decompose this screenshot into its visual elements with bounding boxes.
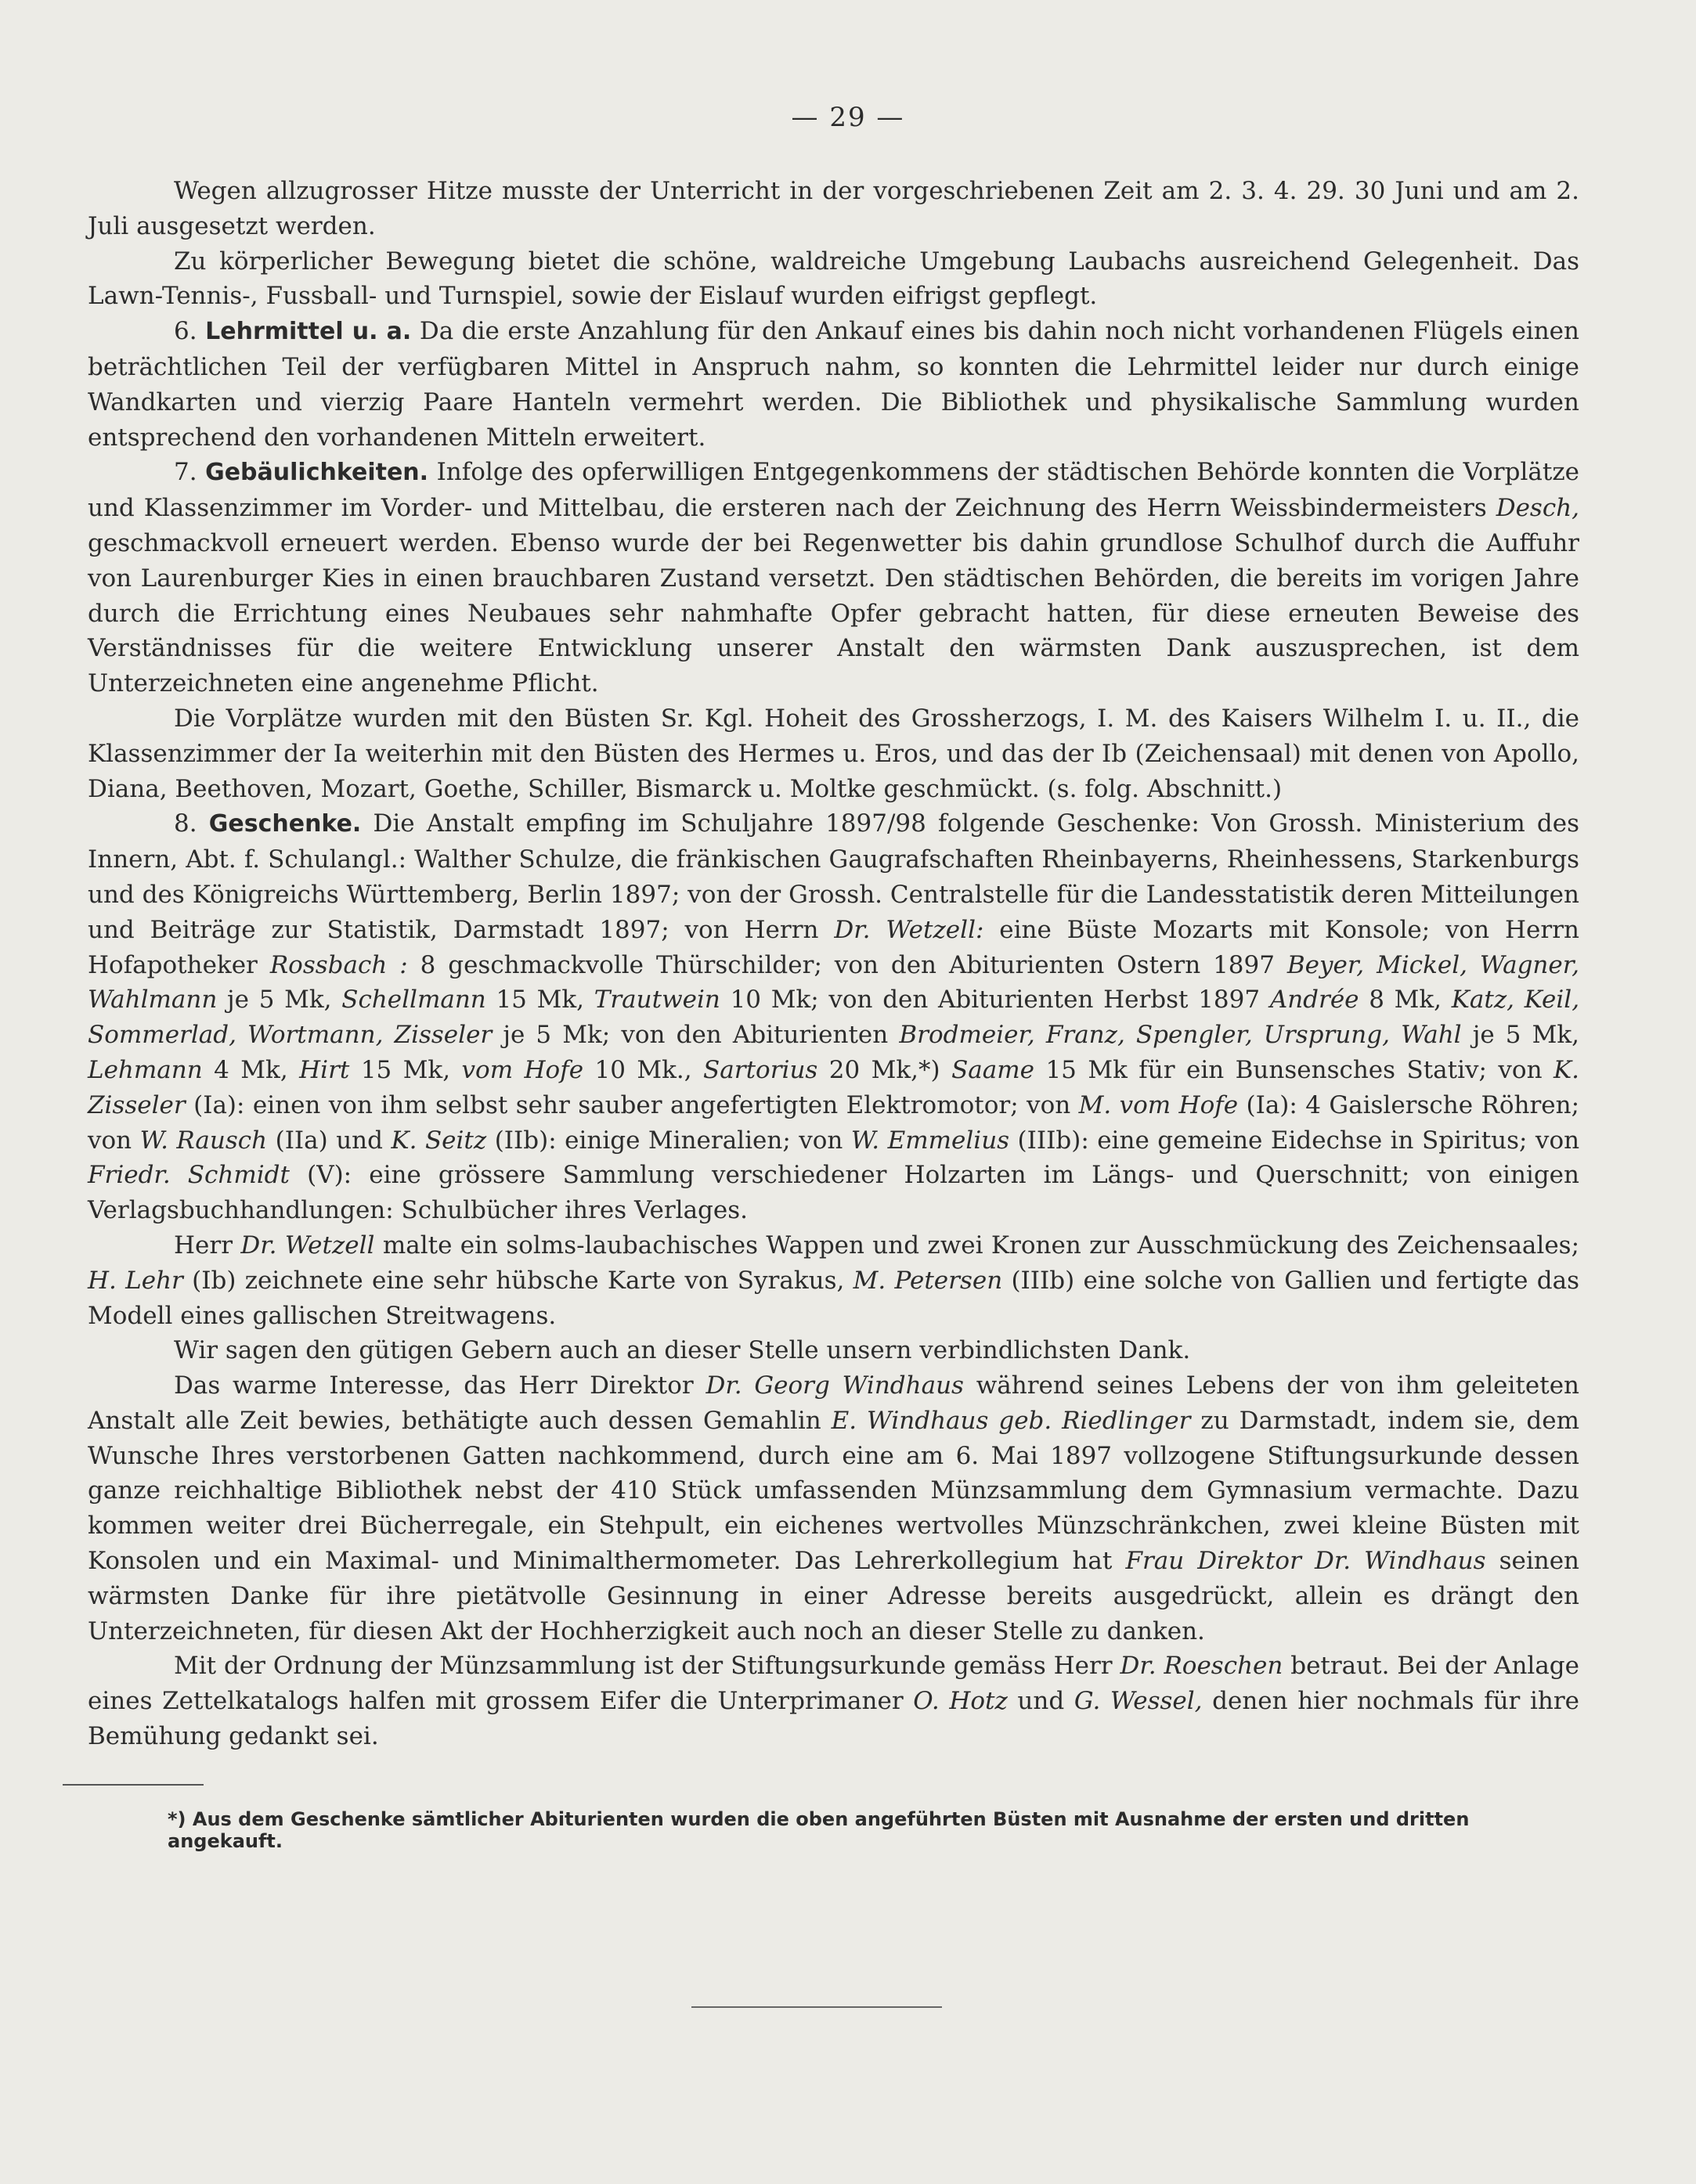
section-text: (V): eine grössere Sammlung verschiedener Holzarten im Längs- und Querschnitt; von einigen Verlagsbuchhandlungen: Schulbücher ihres Verlages.: [88, 1161, 1579, 1225]
person-name: Dr. Georg Windhaus: [705, 1371, 964, 1400]
paragraph-text: denen hier nochmals für ihre Bemühung gedankt sei.: [88, 1687, 1580, 1751]
section-text: (IIa) und: [275, 1126, 383, 1155]
paragraph-text: und: [1017, 1687, 1065, 1716]
person-name: Andrée: [1269, 986, 1359, 1015]
person-name: K. Seitz: [391, 1126, 487, 1155]
section-text: 10 Mk; von den Abiturienten Herbst 1897: [730, 986, 1261, 1015]
page-number: — 29 —: [791, 102, 905, 133]
section-text: (IIIb): eine gemeine Eidechse in Spiritus; von: [1017, 1126, 1580, 1155]
person-name: O. Hotz: [913, 1687, 1008, 1716]
section-text: geschmackvoll erneuert werden. Ebenso wurde der bei Regenwetter bis dahin grundlose Schulhof durch die Auffuhr von Laurenburger Kies in einen brauchbaren Zustand versetzt. Den städtischen Behörden, die bereits im vorigen Jahre durch die Errichtung eines Neubaues sehr nahmhafte Opfer gebracht hatten, für diese erneuten Beweise des Verständnisses für die weitere Entwicklung unserer Anstalt den wärmsten Dank auszusprechen, ist dem Unterzeichneten eine angenehme Pflicht.: [88, 528, 1579, 698]
paragraph-busten: Die Vorplätze wurden mit den Büsten Sr. Kgl. Hoheit des Grossherzogs, I. M. des Kaisers Wilhelm I. u. II., die Klassenzimmer der Ia weiterhin mit den Büsten des Hermes u. Eros, und das der Ib (Zeichensaal) mit denen von Apollo, Diana, Beethoven, Mozart, Goethe, Schiller, Bismarck u. Moltke geschmückt. (s. folg. Abschnitt.): [88, 704, 1579, 803]
person-name: Brodmeier, Franz, Spengler, Ursprung, Wahl: [899, 1021, 1462, 1050]
section-text: 4 Mk,: [214, 1055, 288, 1084]
person-name: G. Wessel,: [1074, 1687, 1203, 1716]
paragraph-text: während seines Lebens der von ihm geleiteten Anstalt alle Zeit bewies, bethätigte auch dessen Gemahlin: [88, 1371, 1580, 1435]
person-name: Saame: [951, 1055, 1035, 1084]
section-text: 8 Mk,: [1369, 986, 1442, 1015]
person-name: Friedr. Schmidt: [88, 1161, 290, 1190]
section-text: 15 Mk für ein Bunsensches Stativ; von: [1045, 1055, 1543, 1084]
person-name: Katz, Keil, Sommerlad, Wortmann, Zisseler: [88, 986, 1580, 1050]
section-text: eine Büste Mozarts mit Konsole; von Herrn Hofapotheker: [88, 915, 1579, 979]
person-name: Frau Direktor Dr. Windhaus: [1125, 1547, 1486, 1576]
section-number: 8.: [174, 809, 197, 838]
paragraph-text: malte ein solms-laubachisches Wappen und zwei Kronen zur Ausschmückung des Zeichensaales;: [382, 1231, 1580, 1260]
section-text: 10 Mk.,: [594, 1055, 692, 1084]
paragraph-dank: Wir sagen den gütigen Gebern auch an dieser Stelle unsern verbindlichsten Dank.: [174, 1336, 1191, 1365]
section-text: (Ia): einen von ihm selbst sehr sauber angefertigten Elektromotor; von: [193, 1090, 1071, 1119]
paragraph-sport: Zu körperlicher Bewegung bietet die schöne, waldreiche Umgebung Laubachs ausreichend Gelegenheit. Das Lawn-Tennis-, Fussball- und Turnspiel, sowie der Eislauf wurden eifrigst gepflegt.: [88, 247, 1579, 311]
person-name: H. Lehr: [88, 1266, 183, 1295]
paragraph-heat: Wegen allzugrosser Hitze musste der Unterricht in der vorgeschriebenen Zeit am 2. 3. 4. 29. 30 Juni und am 2. Juli ausgesetzt werden.: [88, 177, 1579, 240]
section-gebaeude: [88, 455, 1579, 701]
paragraph-windhaus: [88, 1368, 1579, 1649]
person-name: Rossbach :: [269, 950, 408, 979]
person-name: E. Windhaus geb. Riedlinger: [831, 1406, 1191, 1435]
section-text: Infolge des opferwilligen Entgegenkommens der städtischen Behörde konnten die Vorplätze und Klassenzimmer im Vorder- und Mittelbau, die ersteren nach der Zeichnung des Herrn Weissbindermeisters: [88, 458, 1579, 523]
person-name: Dr. Roeschen: [1120, 1652, 1283, 1681]
person-name: vom Hofe: [461, 1055, 584, 1084]
person-name: Dr. Wetzell:: [834, 915, 984, 944]
person-name: Sartorius: [703, 1055, 818, 1084]
section-heading: Geschenke.: [208, 810, 362, 838]
person-name: W. Emmelius: [850, 1126, 1010, 1155]
page-end-divider: [691, 2006, 942, 2008]
paragraph-text: Mit der Ordnung der Münzsammlung ist der Stiftungsurkunde gemäss Herr: [174, 1652, 1113, 1681]
person-name: W. Rausch: [139, 1126, 268, 1155]
section-heading: Lehrmittel u. a.: [205, 318, 412, 346]
paragraph-text: (Ib) zeichnete eine sehr hübsche Karte von Syrakus,: [192, 1266, 845, 1295]
section-text: 20 Mk,*): [828, 1055, 940, 1084]
paragraph-text: zu Darmstadt, indem sie, dem Wunsche Ihres verstorbenen Gatten nachkommend, durch eine am 6. Mai 1897 vollzogene Stiftungsurkunde dessen ganze reichhaltige Bibliothek nebst der 410 Stück umfassenden Münzsammlung dem Gymnasium vermachte. Dazu kommen weiter drei Bücherregale, ein Stehpult, ein eichenes wertvolles Münzschränkchen, zwei kleine Büsten mit Konsolen und ein Maximal- und Minimalthermometer. Das Lehrerkollegium hat: [88, 1406, 1580, 1576]
paragraph-text: (IIIb) eine solche von Gallien und fertigte das Modell eines gallischen Streitwagens.: [88, 1266, 1579, 1330]
section-lehrmittel: [88, 314, 1579, 455]
footnote: *) Aus dem Geschenke sämtlicher Abiturienten wurden die oben angeführten Büsten mit Ausnahme der ersten und dritten angekauft.: [168, 1808, 1470, 1852]
section-text: Die Anstalt empfing im Schuljahre 1897/98 folgende Geschenke: Von Grossh. Ministerium des Innern, Abt. f. Schulangl.: Walther Schulze, die fränkischen Gaugrafschaften Rheinbayerns, Rheinhessens, Starkenburgs und des Königreichs Württemberg, Berlin 1897; von der Grossh. Centralstelle für die Landesstatistik deren Mitteilungen und Beiträge zur Statistik, Darmstadt 1897; von Herrn: [88, 809, 1579, 944]
person-name: Desch,: [1496, 494, 1580, 523]
person-name: M. vom Hofe: [1078, 1090, 1239, 1119]
person-name: Beyer, Mickel, Wagner, Wahlmann: [88, 950, 1579, 1015]
person-name: Trautwein: [594, 986, 720, 1015]
section-geschenke: [88, 806, 1579, 1228]
section-text: (Ia): 4 Gaislersche Röhren; von: [88, 1090, 1580, 1155]
person-name: Hirt: [299, 1055, 350, 1084]
person-name: Lehmann: [88, 1055, 203, 1084]
section-text: 8 geschmackvolle Thürschilder; von den Abiturienten Ostern 1897: [420, 950, 1275, 979]
section-text: je 5 Mk,: [227, 986, 332, 1015]
section-number: 7.: [174, 458, 197, 487]
person-name: M. Petersen: [853, 1266, 1003, 1295]
paragraph-wetzell: [88, 1228, 1579, 1333]
section-text: 15 Mk,: [496, 986, 584, 1015]
paragraph-text: Herr: [174, 1231, 233, 1260]
section-heading: Gebäulichkeiten.: [205, 459, 429, 487]
section-text: 15 Mk,: [360, 1055, 451, 1084]
section-text: je 5 Mk,: [1472, 1021, 1580, 1050]
body-text: [88, 174, 1579, 1754]
section-text: Da die erste Anzahlung für den Ankauf eines bis dahin noch nicht vorhandenen Flügels einen beträchtlichen Teil der verfügbaren Mittel in Anspruch nahm, so konnten die Lehrmittel leider nur durch einige Wandkarten und vierzig Paare Hanteln vermehrt werden. Die Bibliothek und physikalische Sammlung wurden entsprechend den vorhandenen Mitteln erweitert.: [88, 317, 1579, 452]
section-text: (IIb): einige Mineralien; von: [494, 1126, 843, 1155]
person-name: Schellmann: [341, 986, 486, 1015]
paragraph-text: Das warme Interesse, das Herr Direktor: [174, 1371, 694, 1400]
paragraph-text: betraut. Bei der Anlage eines Zettelkatalogs halfen mit grossem Eifer die Unterprimaner: [88, 1652, 1579, 1716]
section-text: je 5 Mk; von den Abiturienten: [503, 1021, 889, 1050]
paragraph-text: seinen wärmsten Danke für ihre pietätvolle Gesinnung in einer Adresse bereits ausgedrückt, allein es drängt den Unterzeichneten, für diesen Akt der Hochherzigkeit auch noch an dieser Stelle zu danken.: [88, 1547, 1580, 1645]
paragraph-muenzsammlung: [88, 1649, 1579, 1753]
person-name: Dr. Wetzell: [240, 1231, 375, 1260]
person-name: K. Zisseler: [88, 1055, 1580, 1119]
section-number: 6.: [174, 317, 197, 346]
footnote-divider: [63, 1784, 204, 1786]
